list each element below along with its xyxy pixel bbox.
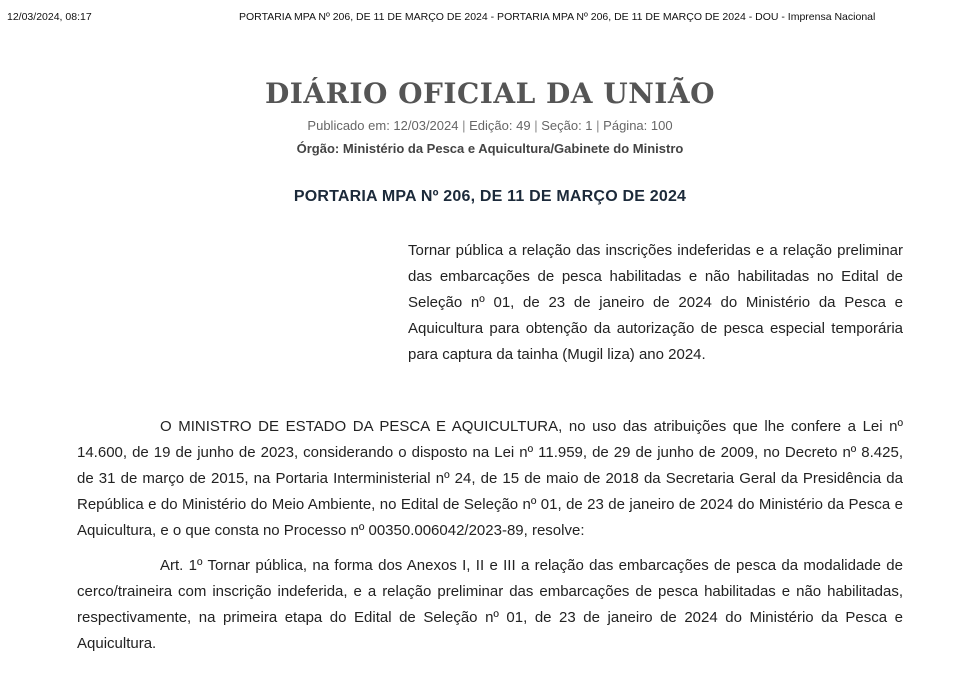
preamble-paragraph: O MINISTRO DE ESTADO DA PESCA E AQUICULTURA, no uso das atribuições que lhe confere a Lei nº 14.600, de 19 de junho de 2023, considerando o disposto na Lei nº 11.959, de 29 de junho de 2009, no Decreto nº 8.425, de 31 de março de 2015, na Portaria Interministerial nº 24, de 15 de maio de 2018 da Secretaria Geral da Presidência da República e do Ministério do Meio Ambiente, no Edital de Seleção nº 01, de 23 de janeiro de 2024 do Ministério da Pesca e Aquicultura, e o que consta no Processo nº 00350.006042/2023-89, resolve: <box>77 418 903 539</box>
print-datetime: 12/03/2024, 08:17 <box>7 11 92 23</box>
article-1-paragraph: Art. 1º Tornar pública, na forma dos Anexos I, II e III a relação das embarcações de pesca da modalidade de cerco/traineira com inscrição indeferida, e a relação preliminar das embarcações de pesca habilitadas e não habilitadas, respectivamente, na primeira etapa do Edital de Seleção nº 01, de 23 de janeiro de 2024 do Ministério da Pesca e Aquicultura. <box>77 557 903 652</box>
section-number: Seção: 1 <box>541 118 593 133</box>
meta-separator: | <box>596 118 600 133</box>
meta-separator: | <box>534 118 538 133</box>
print-header <box>0 11 980 25</box>
issuing-body-label: Órgão: <box>296 141 340 156</box>
publication-date: Publicado em: 12/03/2024 <box>307 118 459 133</box>
publication-meta <box>0 117 980 135</box>
edition-number: Edição: 49 <box>469 118 531 133</box>
page-number: Página: 100 <box>603 118 673 133</box>
act-summary: Tornar pública a relação das inscrições indeferidas e a relação preliminar das embarcações de pesca habilitadas e não habilitadas no Edital de Seleção nº 01, de 23 de janeiro de 2024 do Ministério da Pesca e Aquicultura para obtenção da autorização de pesca especial temporária para captura da tainha (Mugil liza) ano 2024. <box>408 242 903 363</box>
issuing-body <box>0 140 980 158</box>
masthead <box>0 74 980 158</box>
print-page-title: PORTARIA MPA Nº 206, DE 11 DE MARÇO DE 2024 - PORTARIA MPA Nº 206, DE 11 DE MARÇO DE 2024 - DOU - Imprensa Nacional <box>239 11 876 23</box>
issuing-body-name: Ministério da Pesca e Aquicultura/Gabinete do Ministro <box>342 141 684 156</box>
act-body <box>77 414 903 666</box>
newspaper-title: DIÁRIO OFICIAL DA UNIÃO <box>265 77 715 110</box>
act-title: PORTARIA MPA Nº 206, DE 11 DE MARÇO DE 2024 <box>293 188 687 205</box>
meta-separator: | <box>462 118 466 133</box>
